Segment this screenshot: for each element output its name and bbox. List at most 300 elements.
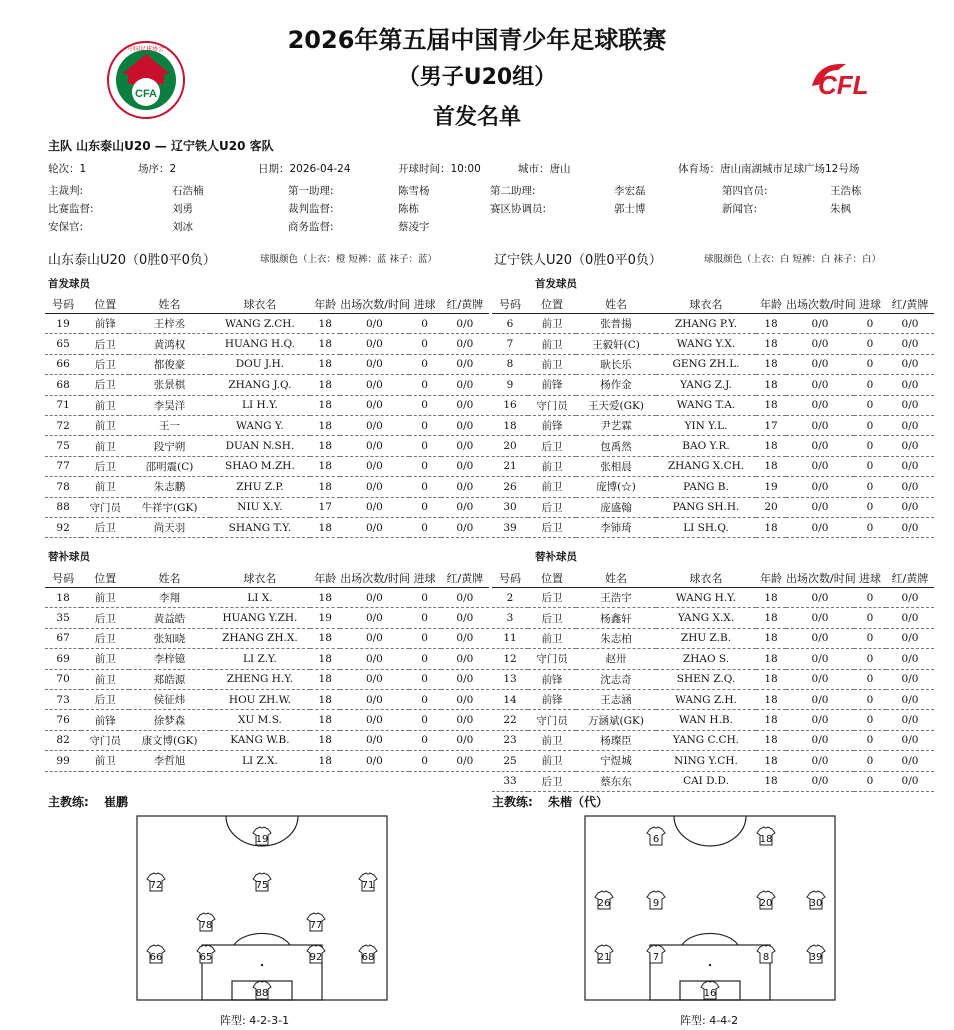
cell-shirt-name: YIN Y.L. (656, 415, 756, 435)
player-number: 26 (597, 898, 611, 909)
table-row (45, 588, 489, 608)
column-header: 年龄 (756, 295, 786, 314)
cell-number: 35 (45, 608, 81, 628)
cell-shirt-name: BAO Y.R. (656, 436, 756, 456)
column-header: 号码 (492, 569, 528, 588)
cell-cards: 0/0 (441, 710, 489, 730)
match-kickoff: 开球时间：10:00 (398, 163, 481, 175)
cell-number: 3 (492, 608, 528, 628)
cell-position: 后卫 (528, 517, 576, 537)
cell-goals: 0 (409, 730, 441, 750)
table-row (45, 730, 489, 750)
cell-shirt-name: ZHU Z.P. (210, 477, 310, 497)
cell-goals: 0 (854, 649, 886, 669)
player-number: 78 (199, 920, 213, 931)
player-number: 7 (652, 952, 660, 963)
cell-age: 18 (310, 730, 340, 750)
table-row (492, 771, 934, 791)
cell-goals: 0 (409, 517, 441, 537)
cell-name: 尹艺霖 (576, 415, 656, 435)
cell-name: 杨璨臣 (576, 730, 656, 750)
cell-cards: 0/0 (441, 730, 489, 750)
table-row (45, 334, 489, 354)
cell-shirt-name: WANG T.A. (656, 395, 756, 415)
cell-goals: 0 (854, 334, 886, 354)
pitch-outline (585, 816, 835, 1000)
cell-appearances: 0/0 (340, 375, 408, 395)
cell-position: 后卫 (81, 354, 129, 374)
cell-shirt-name: YANG Z.J. (656, 375, 756, 395)
cell-age: 18 (756, 517, 786, 537)
cell-name: 黄益皓 (129, 608, 209, 628)
cell-number: 69 (45, 649, 81, 669)
cell-name: 李哲旭 (129, 751, 209, 771)
cell-shirt-name: WANG H.Y. (656, 588, 756, 608)
column-header: 出场次数/时间 (340, 295, 408, 314)
cell-position: 前卫 (81, 415, 129, 435)
cell-appearances: 0/0 (340, 608, 408, 628)
cell-goals: 0 (854, 314, 886, 334)
cell-name: 沈志奇 (576, 669, 656, 689)
cell-goals: 0 (409, 710, 441, 730)
table-row (45, 456, 489, 476)
cell-goals: 0 (854, 771, 886, 791)
cell-age: 20 (756, 497, 786, 517)
player-marker (307, 945, 325, 963)
table-row (492, 689, 934, 709)
table-row (45, 354, 489, 374)
cell-number: 92 (45, 517, 81, 537)
home-subs-table (45, 569, 489, 772)
cell-cards: 0/0 (886, 354, 934, 374)
player-marker (253, 827, 271, 845)
cell-number: 26 (492, 477, 528, 497)
cell-name: 李昊洋 (129, 395, 209, 415)
cell-age: 18 (310, 669, 340, 689)
cell-age: 19 (756, 477, 786, 497)
cell-position: 前卫 (81, 588, 129, 608)
player-number: 9 (652, 898, 660, 909)
player-number: 6 (652, 834, 660, 845)
cell-position: 后卫 (81, 375, 129, 395)
column-header: 进球 (409, 569, 441, 588)
cell-number: 68 (45, 375, 81, 395)
cell-number: 33 (492, 771, 528, 791)
table-row (492, 710, 934, 730)
cell-appearances: 0/0 (340, 415, 408, 435)
cell-appearances: 0/0 (340, 477, 408, 497)
cell-name: 都俊豪 (129, 354, 209, 374)
cell-number: 67 (45, 628, 81, 648)
cell-cards: 0/0 (886, 608, 934, 628)
player-marker (807, 945, 825, 963)
player-number: 21 (597, 952, 611, 963)
cell-number: 18 (45, 588, 81, 608)
match-teams-line: 主队 山东泰山U20 — 辽宁铁人U20 客队 (48, 139, 274, 153)
cell-shirt-name: HUANG Y.ZH. (210, 608, 310, 628)
official-label: 主裁判: (48, 185, 84, 197)
player-marker (197, 913, 215, 931)
official-name: 陈雪杨 (398, 185, 430, 197)
official-name: 刘冰 (172, 221, 193, 233)
cell-appearances: 0/0 (786, 517, 854, 537)
table-row (45, 628, 489, 648)
cell-name: 张相晨 (576, 456, 656, 476)
cell-position: 守门员 (81, 497, 129, 517)
cfl-logo-text: CFL (818, 70, 869, 100)
cell-age: 17 (310, 497, 340, 517)
table-row (45, 669, 489, 689)
cell-cards: 0/0 (886, 730, 934, 750)
cell-age: 19 (310, 608, 340, 628)
cell-name: 段宁朔 (129, 436, 209, 456)
cell-shirt-name: DOU J.H. (210, 354, 310, 374)
cell-name: 王浩宇 (576, 588, 656, 608)
cell-cards: 0/0 (886, 649, 934, 669)
cell-cards: 0/0 (886, 751, 934, 771)
cell-shirt-name: WANG Z.CH. (210, 314, 310, 334)
column-header: 出场次数/时间 (786, 295, 854, 314)
cell-position: 后卫 (528, 497, 576, 517)
cell-shirt-name: ZHAO S. (656, 649, 756, 669)
table-header-row (45, 295, 489, 314)
cell-goals: 0 (854, 354, 886, 374)
cell-goals: 0 (854, 608, 886, 628)
cell-number: 6 (492, 314, 528, 334)
cell-name: 康文博(GK) (129, 730, 209, 750)
player-number: 88 (255, 988, 269, 999)
cell-cards: 0/0 (441, 415, 489, 435)
cell-name: 朱志柏 (576, 628, 656, 648)
cell-name: 尚天羽 (129, 517, 209, 537)
table-row (45, 751, 489, 771)
cell-goals: 0 (409, 608, 441, 628)
cell-name: 王志涵 (576, 689, 656, 709)
player-marker (197, 945, 215, 963)
cell-appearances: 0/0 (786, 710, 854, 730)
official-name: 王浩栋 (830, 185, 862, 197)
cell-shirt-name: WANG Y. (210, 415, 310, 435)
table-row (492, 628, 934, 648)
cell-number: 72 (45, 415, 81, 435)
cell-goals: 0 (854, 628, 886, 648)
cell-age: 18 (756, 649, 786, 669)
player-number: 92 (309, 952, 323, 963)
table-row (492, 436, 934, 456)
cell-name: 庞博(☆) (576, 477, 656, 497)
cell-cards: 0/0 (886, 517, 934, 537)
cell-number: 18 (492, 415, 528, 435)
cell-number: 76 (45, 710, 81, 730)
cell-name: 张普揚 (576, 314, 656, 334)
cell-shirt-name: WAN H.B. (656, 710, 756, 730)
cell-age: 18 (756, 730, 786, 750)
cell-position: 前卫 (528, 628, 576, 648)
cell-age: 18 (756, 314, 786, 334)
column-header: 姓名 (576, 295, 656, 314)
column-header: 出场次数/时间 (786, 569, 854, 588)
cell-goals: 0 (409, 415, 441, 435)
cell-appearances: 0/0 (786, 354, 854, 374)
table-row (45, 415, 489, 435)
cell-appearances: 0/0 (340, 436, 408, 456)
cell-age: 18 (756, 689, 786, 709)
cell-number: 13 (492, 669, 528, 689)
cell-cards: 0/0 (886, 689, 934, 709)
cell-appearances: 0/0 (786, 436, 854, 456)
table-row (492, 354, 934, 374)
cell-position: 守门员 (528, 395, 576, 415)
cell-age: 18 (310, 415, 340, 435)
cell-goals: 0 (854, 375, 886, 395)
home-team-name: 山东泰山U20（0胜0平0负） (48, 253, 216, 268)
cell-goals: 0 (854, 415, 886, 435)
official-name: 李宏磊 (614, 185, 646, 197)
table-row (492, 415, 934, 435)
cell-appearances: 0/0 (786, 415, 854, 435)
cell-shirt-name: LI Z.Y. (210, 649, 310, 669)
match-round: 轮次：1 (48, 163, 87, 175)
cell-cards: 0/0 (886, 771, 934, 791)
cell-position: 前锋 (528, 669, 576, 689)
cell-appearances: 0/0 (786, 334, 854, 354)
cell-name: 张景棋 (129, 375, 209, 395)
cell-number: 25 (492, 751, 528, 771)
cell-age: 18 (756, 436, 786, 456)
table-row (45, 395, 489, 415)
cell-position: 后卫 (81, 456, 129, 476)
cell-number: 23 (492, 730, 528, 750)
cell-position: 后卫 (528, 771, 576, 791)
column-header: 进球 (854, 569, 886, 588)
official-name: 郭士博 (614, 203, 646, 215)
column-header: 红/黄牌 (441, 569, 489, 588)
cell-number: 77 (45, 456, 81, 476)
cell-age: 18 (756, 608, 786, 628)
cell-name: 李梓镱 (129, 649, 209, 669)
cell-name: 耿长乐 (576, 354, 656, 374)
cell-cards: 0/0 (886, 314, 934, 334)
home-formation-pitch (136, 815, 388, 1001)
match-game-no: 场序：2 (138, 163, 177, 175)
cell-shirt-name: LI X. (210, 588, 310, 608)
table-row (492, 314, 934, 334)
cell-shirt-name: SHEN Z.Q. (656, 669, 756, 689)
cell-age: 18 (756, 669, 786, 689)
cell-position: 前卫 (528, 456, 576, 476)
cell-shirt-name: ZHANG X.CH. (656, 456, 756, 476)
cell-cards: 0/0 (886, 628, 934, 648)
cell-number: 71 (45, 395, 81, 415)
column-header: 号码 (492, 295, 528, 314)
cell-goals: 0 (854, 751, 886, 771)
cell-cards: 0/0 (886, 588, 934, 608)
cell-cards: 0/0 (441, 608, 489, 628)
cell-goals: 0 (854, 395, 886, 415)
table-row (492, 497, 934, 517)
page-title: 2026年第五届中国青少年足球联赛 (287, 26, 667, 54)
cell-appearances: 0/0 (786, 588, 854, 608)
cell-appearances: 0/0 (786, 689, 854, 709)
cell-appearances: 0/0 (786, 497, 854, 517)
cell-goals: 0 (409, 649, 441, 669)
cell-appearances: 0/0 (786, 608, 854, 628)
player-number: 65 (199, 952, 213, 963)
cell-appearances: 0/0 (786, 751, 854, 771)
cell-age: 18 (310, 314, 340, 334)
cell-shirt-name: ZHENG H.Y. (210, 669, 310, 689)
home-formation-label: 阵型: 4-2-3-1 (220, 1014, 290, 1027)
cell-goals: 0 (854, 477, 886, 497)
cell-name: 李铈琦 (576, 517, 656, 537)
cell-appearances: 0/0 (340, 669, 408, 689)
cell-cards: 0/0 (441, 314, 489, 334)
player-number: 71 (361, 880, 375, 891)
cell-cards: 0/0 (886, 415, 934, 435)
cell-cards: 0/0 (441, 354, 489, 374)
table-row (45, 436, 489, 456)
cell-age: 18 (310, 751, 340, 771)
cell-name: 牛祥宇(GK) (129, 497, 209, 517)
cell-name: 王毅轩(C) (576, 334, 656, 354)
cell-cards: 0/0 (886, 456, 934, 476)
table-header-row (492, 295, 934, 314)
cell-cards: 0/0 (441, 395, 489, 415)
cell-name: 王梓丞 (129, 314, 209, 334)
cell-name: 包禹然 (576, 436, 656, 456)
column-header: 进球 (409, 295, 441, 314)
cell-age: 18 (756, 751, 786, 771)
cell-name: 朱志鹏 (129, 477, 209, 497)
away-coach-label: 主教练: (492, 795, 533, 809)
official-label: 第四官员: (722, 185, 768, 197)
table-row (492, 375, 934, 395)
cell-age: 18 (310, 588, 340, 608)
cell-position: 后卫 (81, 517, 129, 537)
column-header: 红/黄牌 (441, 295, 489, 314)
cell-cards: 0/0 (886, 436, 934, 456)
cell-appearances: 0/0 (786, 477, 854, 497)
away-starters-label: 首发球员 (535, 278, 577, 290)
player-marker (757, 891, 775, 909)
cell-position: 前卫 (81, 436, 129, 456)
cell-age: 18 (756, 354, 786, 374)
cell-position: 前卫 (528, 354, 576, 374)
penalty-arc (234, 933, 290, 945)
cell-goals: 0 (854, 456, 886, 476)
player-number: 18 (759, 834, 773, 845)
cell-goals: 0 (854, 669, 886, 689)
official-name: 刘勇 (172, 203, 193, 215)
cell-goals: 0 (409, 628, 441, 648)
cell-name: 郑皓源 (129, 669, 209, 689)
player-number: 72 (149, 880, 163, 891)
player-marker (147, 873, 165, 891)
cell-position: 前卫 (528, 751, 576, 771)
cell-age: 18 (310, 395, 340, 415)
cell-cards: 0/0 (441, 751, 489, 771)
player-marker (253, 873, 271, 891)
cell-position: 前卫 (81, 649, 129, 669)
player-marker (647, 827, 665, 845)
column-header: 号码 (45, 295, 81, 314)
cell-age: 18 (756, 456, 786, 476)
away-formation-label: 阵型: 4-4-2 (680, 1014, 739, 1027)
cell-number: 99 (45, 751, 81, 771)
cell-number: 66 (45, 354, 81, 374)
cell-position: 后卫 (81, 628, 129, 648)
away-coach-name: 朱楷（代） (548, 795, 609, 809)
home-starters-label: 首发球员 (48, 278, 90, 290)
cell-appearances: 0/0 (340, 517, 408, 537)
cell-age: 18 (310, 477, 340, 497)
table-row (45, 314, 489, 334)
cell-age: 17 (756, 415, 786, 435)
cell-name: 庞盛翰 (576, 497, 656, 517)
table-row (492, 334, 934, 354)
column-header: 位置 (528, 569, 576, 588)
cell-shirt-name: XU M.S. (210, 710, 310, 730)
cell-goals: 0 (854, 588, 886, 608)
column-header: 红/黄牌 (886, 295, 934, 314)
cell-cards: 0/0 (441, 477, 489, 497)
cell-age: 18 (310, 649, 340, 669)
table-row (45, 517, 489, 537)
player-number: 75 (255, 880, 269, 891)
away-kit-colors: 球服颜色（上衣：白 短裤：白 袜子：白） (704, 254, 882, 265)
official-name: 朱枫 (830, 203, 851, 215)
cell-name: 杨鑫轩 (576, 608, 656, 628)
cell-age: 18 (756, 395, 786, 415)
cell-shirt-name: WANG Z.H. (656, 689, 756, 709)
cell-goals: 0 (409, 354, 441, 374)
cell-goals: 0 (409, 456, 441, 476)
column-header: 年龄 (310, 295, 340, 314)
table-row (492, 477, 934, 497)
player-number: 20 (759, 898, 773, 909)
cell-position: 前锋 (528, 689, 576, 709)
cell-position: 前卫 (528, 314, 576, 334)
player-marker (307, 913, 325, 931)
cell-shirt-name: YANG X.X. (656, 608, 756, 628)
cell-number: 9 (492, 375, 528, 395)
cell-position: 守门员 (528, 710, 576, 730)
cell-cards: 0/0 (886, 375, 934, 395)
cell-position: 后卫 (528, 436, 576, 456)
cell-appearances: 0/0 (786, 771, 854, 791)
player-number: 68 (361, 952, 375, 963)
cell-number: 39 (492, 517, 528, 537)
official-name: 陈栋 (398, 203, 419, 215)
cell-cards: 0/0 (886, 497, 934, 517)
cell-appearances: 0/0 (340, 751, 408, 771)
cell-age: 18 (310, 456, 340, 476)
cell-cards: 0/0 (441, 334, 489, 354)
cell-appearances: 0/0 (786, 649, 854, 669)
document-type-title: 首发名单 (432, 105, 521, 130)
cell-appearances: 0/0 (786, 314, 854, 334)
away-subs-label: 替补球员 (535, 551, 577, 563)
cell-number: 19 (45, 314, 81, 334)
table-row (45, 477, 489, 497)
cell-name: 赵卅 (576, 649, 656, 669)
cell-position: 后卫 (528, 608, 576, 628)
cfa-logo-text: CFA (135, 88, 157, 100)
cell-position: 前卫 (81, 751, 129, 771)
cell-number: 70 (45, 669, 81, 689)
cell-age: 18 (756, 375, 786, 395)
cell-age: 18 (310, 375, 340, 395)
